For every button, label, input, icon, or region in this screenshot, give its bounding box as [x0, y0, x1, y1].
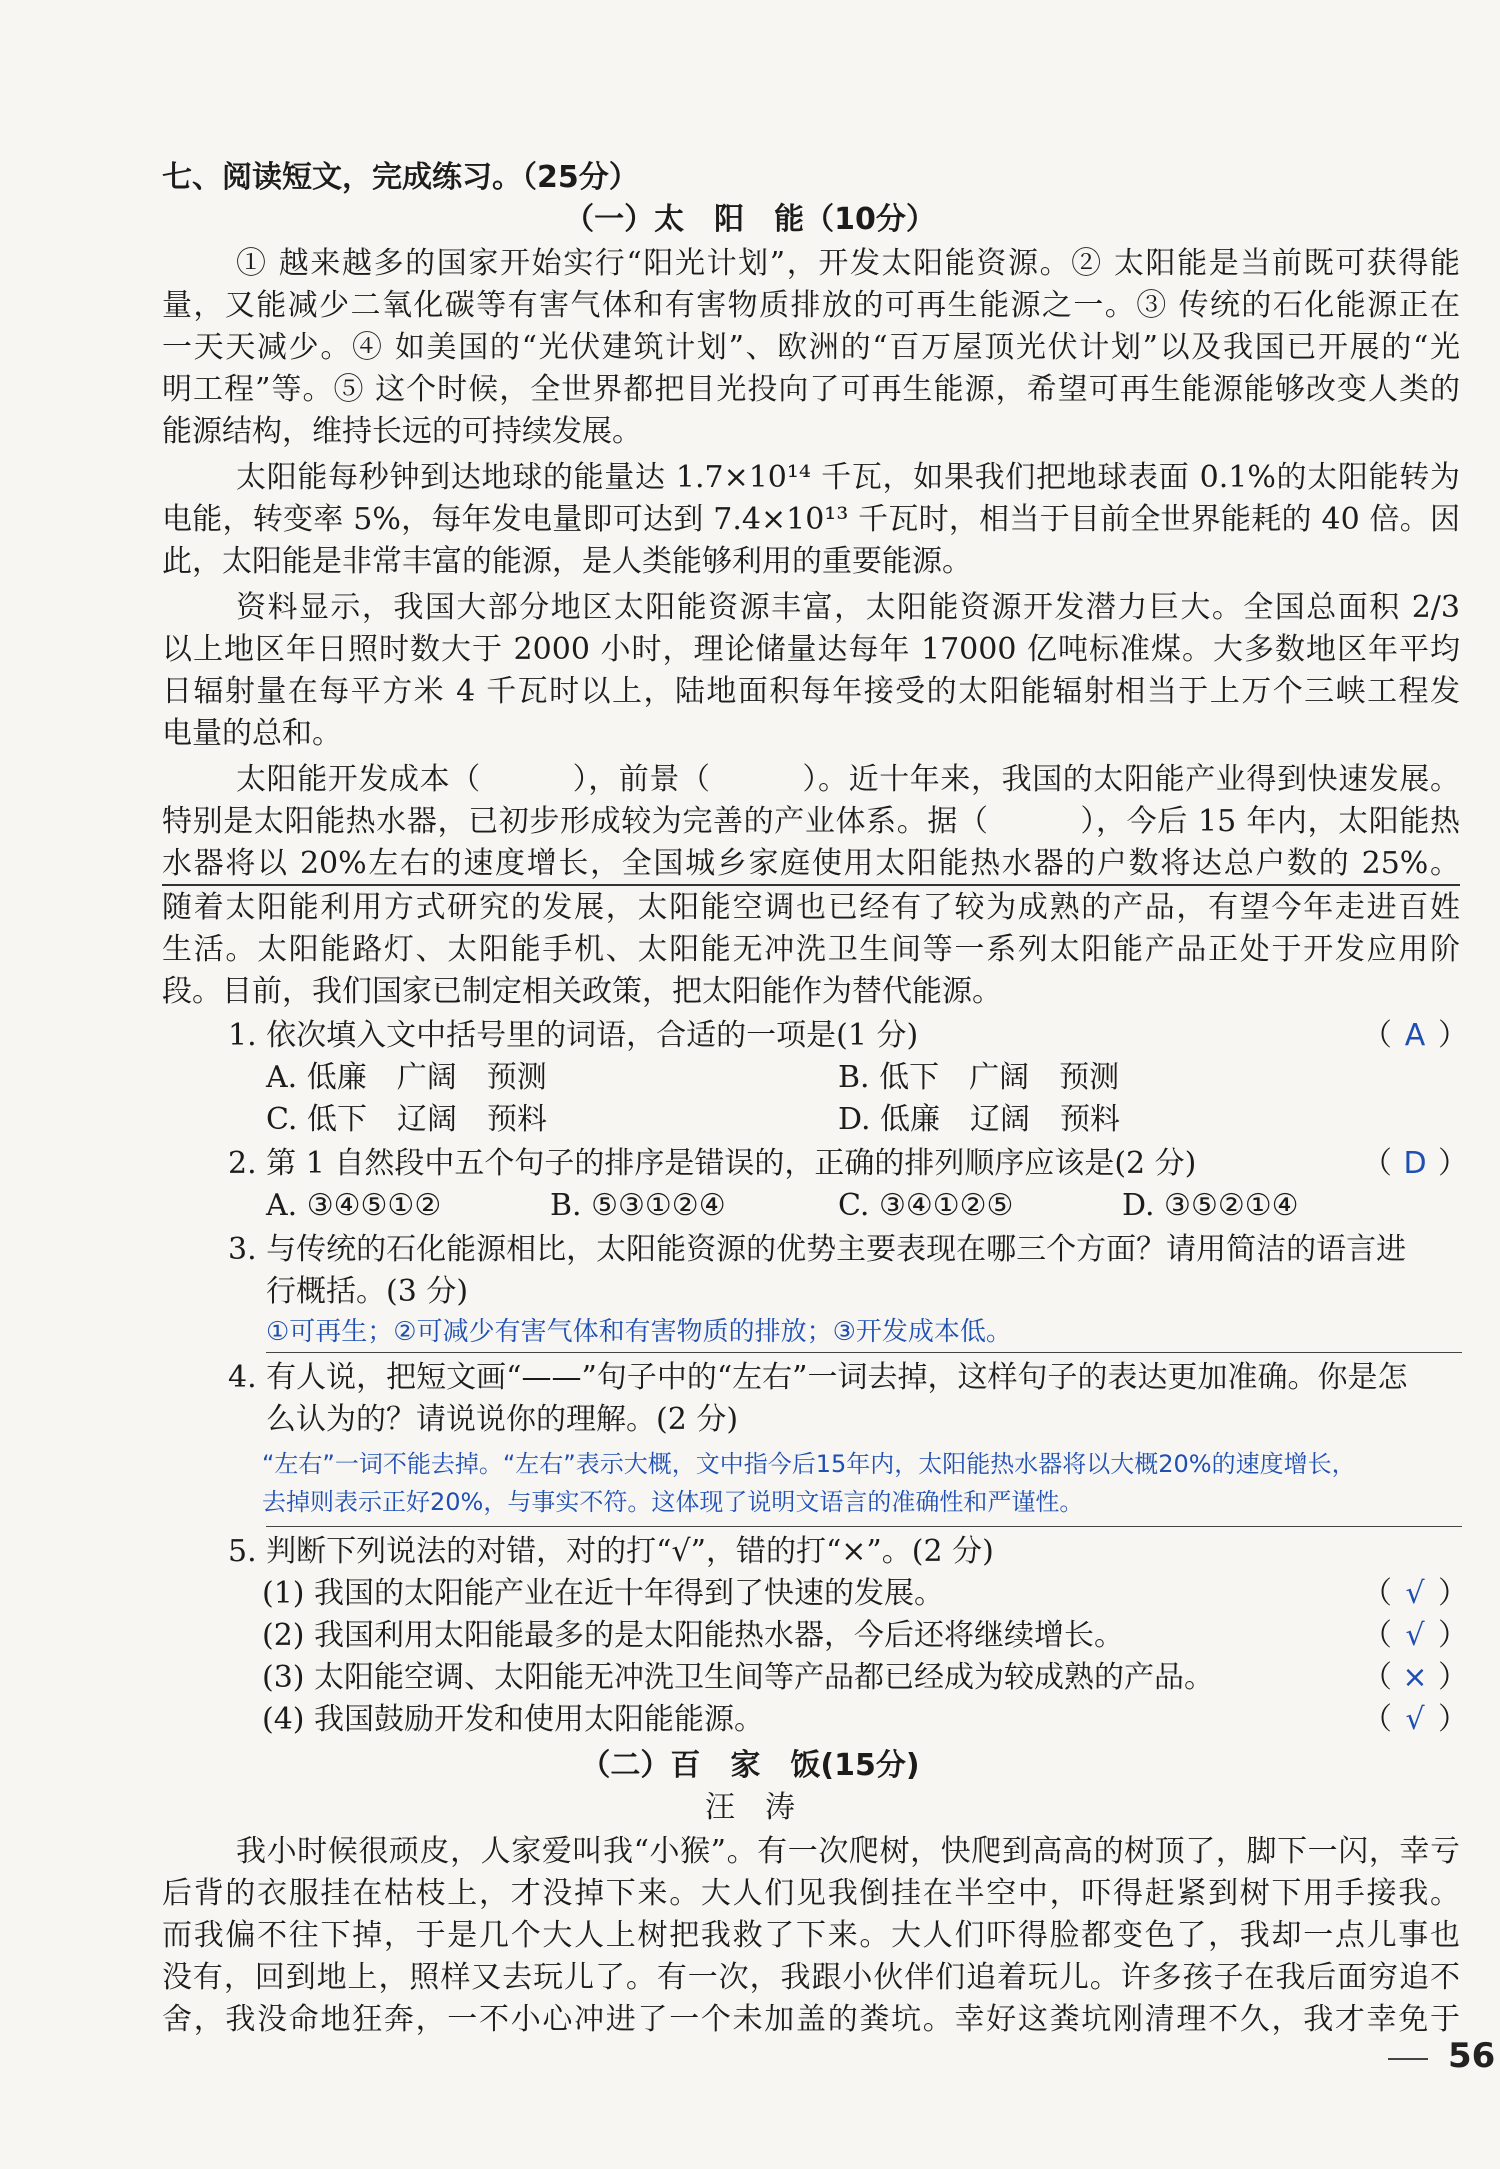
- q5-answer: √: [1405, 1576, 1425, 1611]
- q1-option-c: C. 低下 辽阔 预料: [266, 1102, 547, 1137]
- p1-line: 太阳能每秒钟到达地球的能量达 1.7×10¹⁴ 千瓦，如果我们把地球表面 0.1%的太阳能转为: [236, 460, 1460, 495]
- p1-line: 资料显示，我国大部分地区太阳能资源丰富，太阳能资源开发潜力巨大。全国总面积 2/3: [236, 590, 1460, 625]
- q1-answer: A: [1404, 1018, 1426, 1053]
- q3-answer: ①可再生；②可减少有害气体和有害物质的排放；③开发成本低。: [266, 1317, 1012, 1347]
- p2-line: 没有，回到地上，照样又去玩儿了。有一次，我跟小伙伴们追着玩儿。许多孩子在我后面穷追不: [162, 1960, 1460, 1995]
- section-title: 七、阅读短文，完成练习。（25分）: [162, 160, 639, 195]
- p1-line: 日辐射量在每平方米 4 千瓦时以上，陆地面积每年接受的太阳能辐射相当于上万个三峡工程发: [162, 674, 1460, 709]
- q2-option-d: D. ③⑤②①④: [1122, 1188, 1299, 1223]
- p1-line: 明工程”等。⑤ 这个时候，全世界都把目光投向了可再生能源，希望可再生能源能够改变人类的: [162, 372, 1460, 407]
- p1-line: 电量的总和。: [162, 716, 342, 751]
- q5-item: (4) 我国鼓励开发和使用太阳能能源。: [262, 1702, 765, 1737]
- p2-line: 我小时候很顽皮，人家爱叫我“小猴”。有一次爬树，快爬到高高的树顶了，脚下一闪，幸亏: [236, 1834, 1460, 1869]
- q1-option-a: A. 低廉 广阔 预测: [266, 1060, 547, 1095]
- q5-item: (3) 太阳能空调、太阳能无冲洗卫生间等产品都已经成为较成熟的产品。: [262, 1660, 1215, 1695]
- q5-stem: 5. 判断下列说法的对错，对的打“√”，错的打“×”。(2 分): [228, 1534, 994, 1569]
- q4-stem: 4. 有人说，把短文画“——”句子中的“左右”一词去掉，这样句子的表达更加准确。你是怎: [228, 1360, 1408, 1395]
- q2-option-c: C. ③④①②⑤: [838, 1188, 1014, 1223]
- q3-stem: 3. 与传统的石化能源相比，太阳能资源的优势主要表现在哪三个方面？请用简洁的语言进: [228, 1232, 1407, 1267]
- passage2-title: （二）百 家 饭(15分): [580, 1748, 920, 1783]
- q4-answer-rule: [266, 1526, 1462, 1527]
- q5-answer-box: （ √ ）: [1362, 1616, 1468, 1656]
- q5-answer: √: [1405, 1702, 1425, 1737]
- p1-line: 段。目前，我们国家已制定相关政策，把太阳能作为替代能源。: [162, 974, 1002, 1009]
- q1-stem: 1. 依次填入文中括号里的词语，合适的一项是(1 分): [228, 1018, 919, 1053]
- p1-line: 能源结构，维持长远的可持续发展。: [162, 414, 642, 449]
- passage2-author: 汪 涛: [705, 1790, 795, 1825]
- passage1-title: （一）太 阳 能（10分）: [564, 202, 936, 237]
- q5-answer-box: （ √ ）: [1362, 1574, 1468, 1614]
- q2-option-b: B. ⑤③①②④: [550, 1188, 726, 1223]
- p1-line: 此，太阳能是非常丰富的能源，是人类能够利用的重要能源。: [162, 544, 972, 579]
- q5-answer: ×: [1402, 1660, 1428, 1695]
- p1-line: ① 越来越多的国家开始实行“阳光计划”，开发太阳能资源。② 太阳能是当前既可获得能: [236, 246, 1460, 281]
- p1-line: 生活。太阳能路灯、太阳能手机、太阳能无冲洗卫生间等一系列太阳能产品正处于开发应用阶: [162, 932, 1460, 967]
- p1-line: 特别是太阳能热水器，已初步形成较为完善的产业体系。据（ ），今后 15 年内，太阳能热: [162, 804, 1460, 839]
- p2-line: 舍，我没命地狂奔，一不小心冲进了一个未加盖的粪坑。幸好这粪坑刚清理不久，我才幸免于: [162, 2002, 1460, 2037]
- p2-line: 后背的衣服挂在枯枝上，才没掉下来。大人们见我倒挂在半空中，吓得赶紧到树下用手接我。: [162, 1876, 1460, 1911]
- q2-stem: 2. 第 1 自然段中五个句子的排序是错误的，正确的排列顺序应该是(2 分): [228, 1146, 1197, 1181]
- q2-option-a: A. ③④⑤①②: [266, 1188, 442, 1223]
- page-number-dash: [1388, 2058, 1428, 2060]
- p1-line: 以上地区年日照时数大于 2000 小时，理论储量达每年 17000 亿吨标准煤。大多数地区年平均: [162, 632, 1460, 667]
- q3-answer-rule: [266, 1352, 1462, 1353]
- q1-option-b: B. 低下 广阔 预测: [838, 1060, 1120, 1095]
- p1-line: 随着太阳能利用方式研究的发展，太阳能空调也已经有了较为成熟的产品，有望今年走进百姓: [162, 890, 1460, 925]
- q5-answer-box: （ × ）: [1362, 1658, 1468, 1698]
- page-number: 56: [1448, 2036, 1496, 2076]
- q4-stem: 么认为的？请说说你的理解。(2 分): [266, 1402, 739, 1437]
- p1-line: 电能，转变率 5%，每年发电量即可达到 7.4×10¹³ 千瓦时，相当于目前全世界能耗的 40 倍。因: [162, 502, 1460, 537]
- p2-line: 而我偏不往下掉，于是几个大人上树把我救了下来。大人们吓得脸都变色了，我却一点儿事也: [162, 1918, 1460, 1953]
- q2-answer-box: （ D ）: [1362, 1144, 1468, 1184]
- q5-item: (1) 我国的太阳能产业在近十年得到了快速的发展。: [262, 1576, 945, 1611]
- q1-option-d: D. 低廉 辽阔 预料: [838, 1102, 1121, 1137]
- q4-answer: “左右”一词不能去掉。“左右”表示大概，文中指今后15年内，太阳能热水器将以大概20%的速度增长，: [262, 1450, 1356, 1478]
- q2-answer: D: [1403, 1146, 1427, 1181]
- q3-stem: 行概括。(3 分): [266, 1274, 469, 1309]
- q5-item: (2) 我国利用太阳能最多的是太阳能热水器，今后还将继续增长。: [262, 1618, 1125, 1653]
- q1-answer-box: （ A ）: [1362, 1016, 1468, 1056]
- q5-answer: √: [1405, 1618, 1425, 1653]
- q4-answer: 去掉则表示正好20%，与事实不符。这体现了说明文语言的准确性和严谨性。: [262, 1488, 1084, 1516]
- p1-line: 量，又能减少二氧化碳等有害气体和有害物质排放的可再生能源之一。③ 传统的石化能源正在: [162, 288, 1460, 323]
- p1-underlined-line: 水器将以 20%左右的速度增长，全国城乡家庭使用太阳能热水器的户数将达总户数的 25%。: [162, 844, 1460, 886]
- p1-line: 太阳能开发成本（ ），前景（ ）。近十年来，我国的太阳能产业得到快速发展。: [236, 762, 1460, 797]
- q5-answer-box: （ √ ）: [1362, 1700, 1468, 1740]
- p1-line: 一天天减少。④ 如美国的“光伏建筑计划”、欧洲的“百万屋顶光伏计划”以及我国已开展的“光: [162, 330, 1460, 365]
